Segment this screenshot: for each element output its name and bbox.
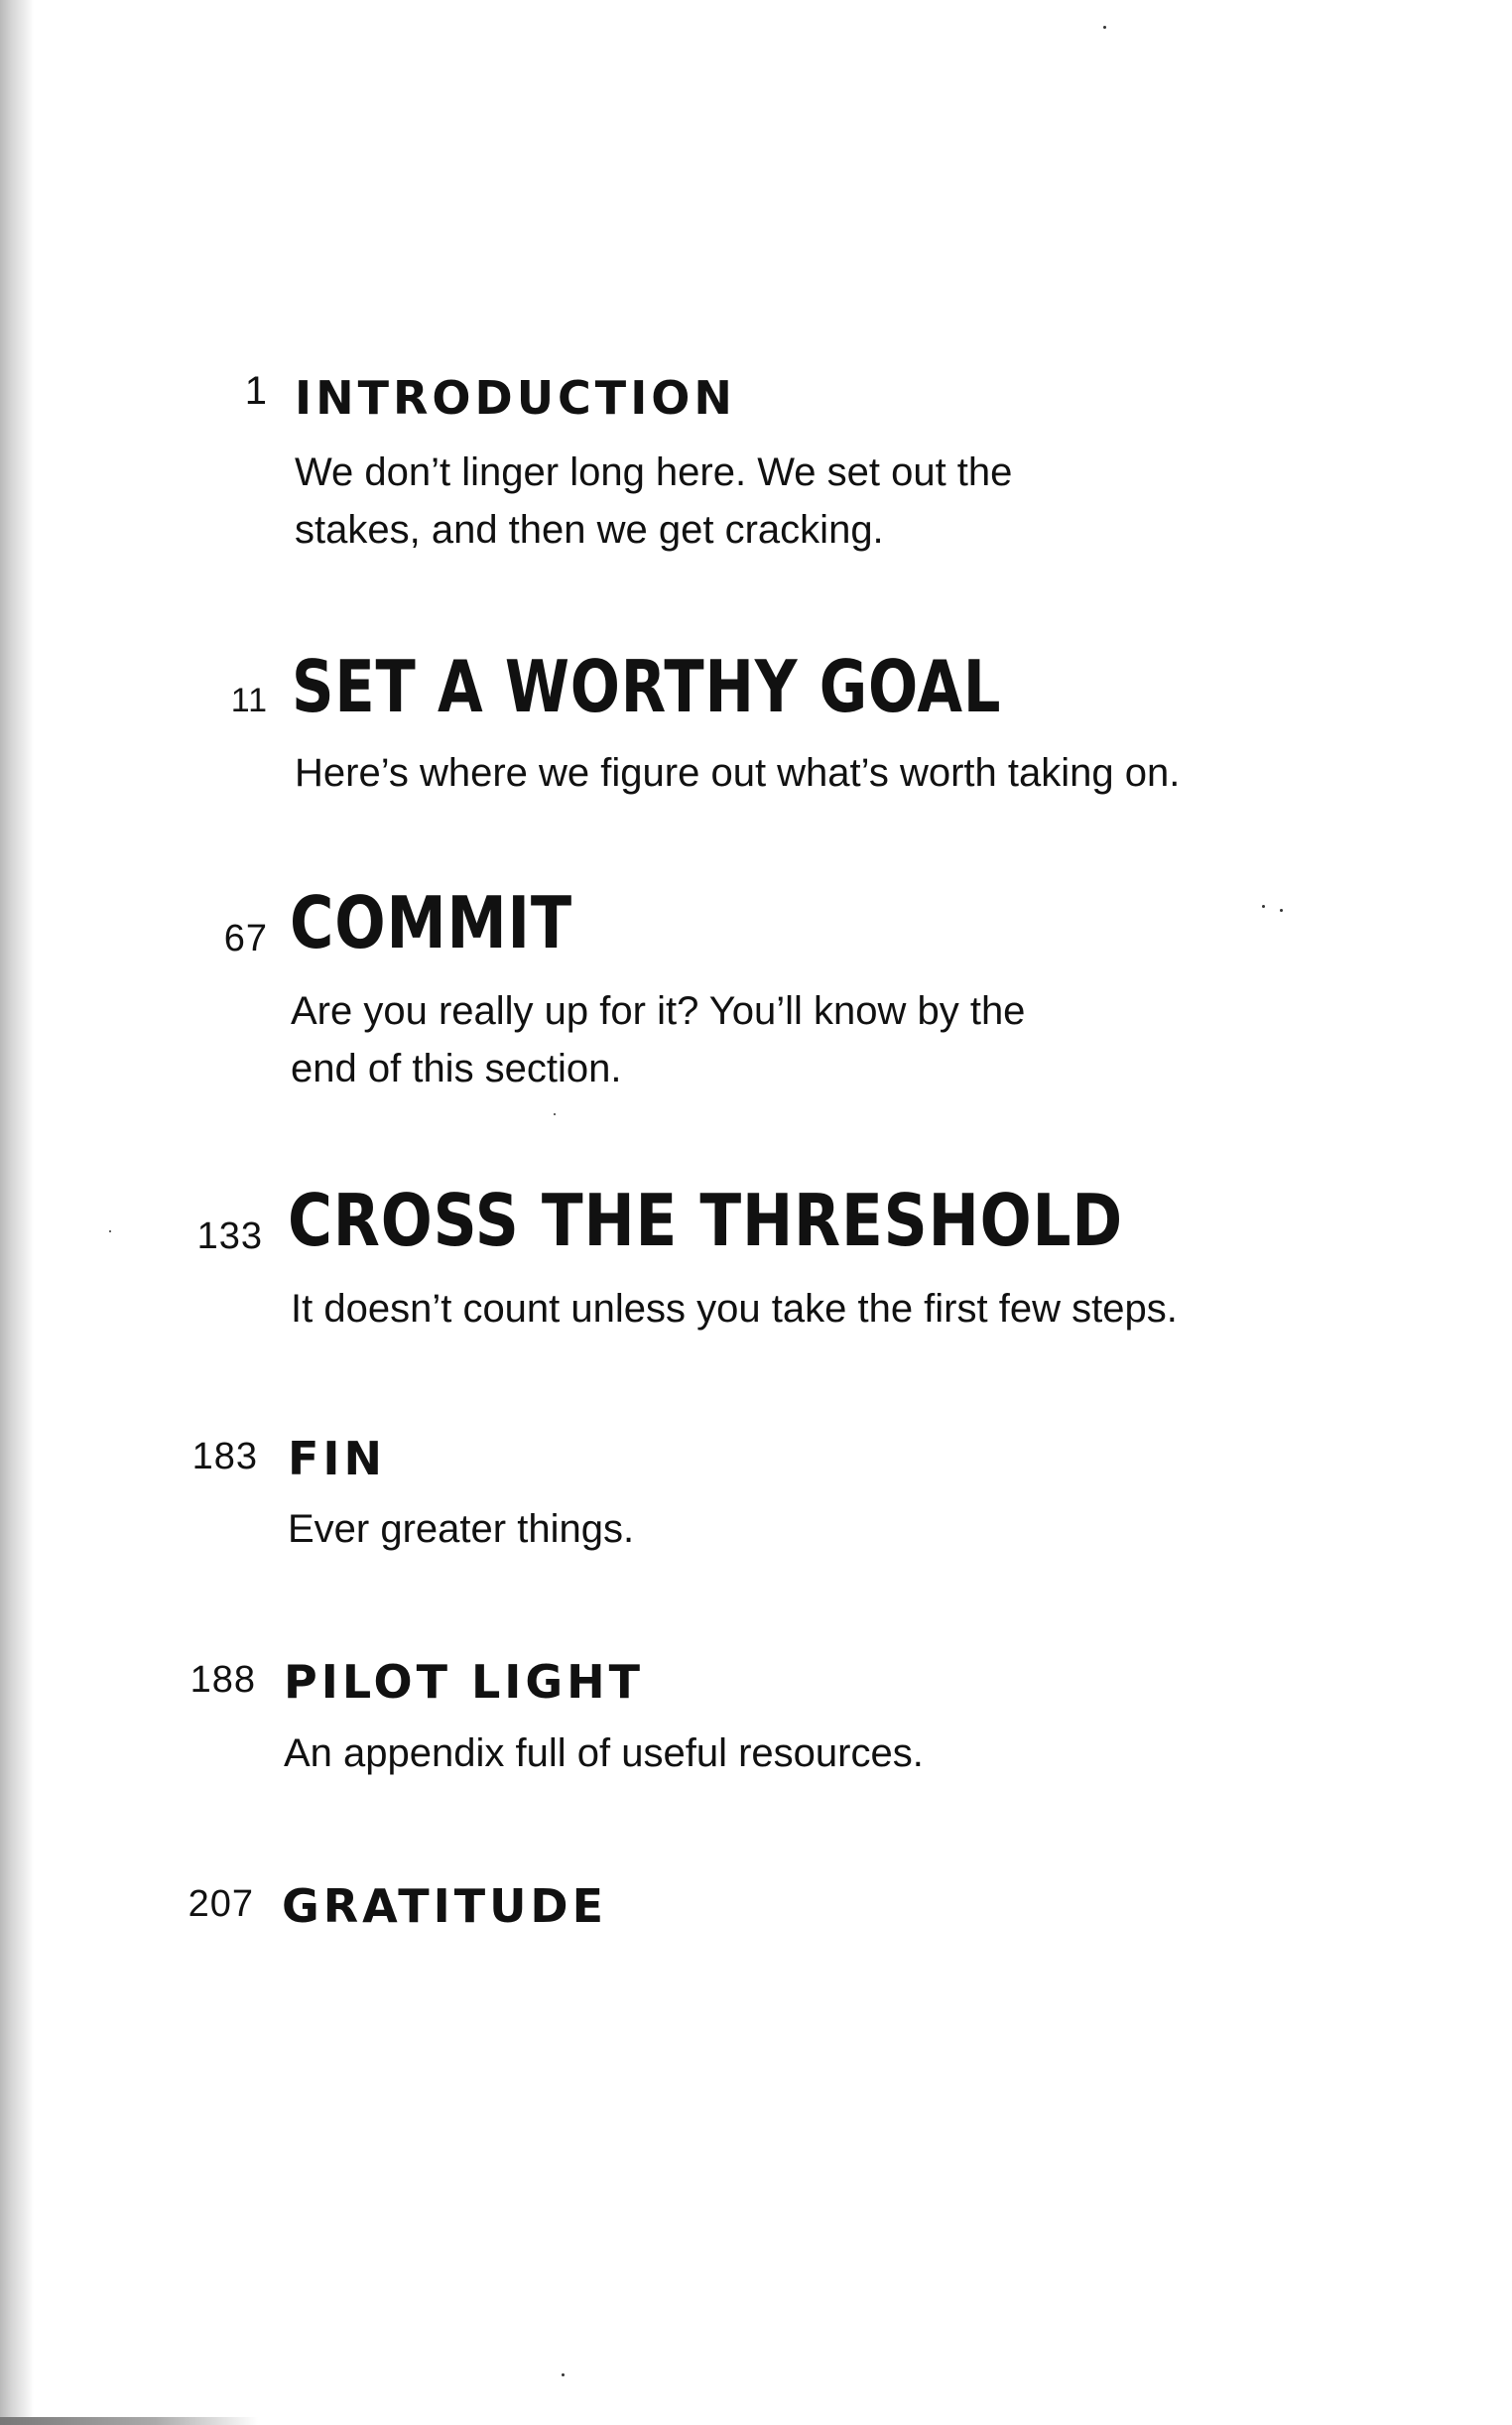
scan-speck [1103,26,1106,29]
toc-description-line: stakes, and then we get cracking. [295,508,884,552]
page-bottom-edge [0,2417,258,2425]
toc-description-line: We don’t linger long here. We set out the [295,450,1013,494]
toc-title: PILOT LIGHT [284,1655,645,1709]
toc-description-line: Are you really up for it? You’ll know by the [291,989,1026,1033]
toc-title: FIN [288,1432,387,1485]
toc-title: CROSS THE THRESHOLD [288,1179,1124,1262]
toc-description-line: Here’s where we figure out what’s worth taking on. [295,751,1181,795]
toc-page-number: 183 [191,1436,258,1477]
toc-title: INTRODUCTION [295,371,736,425]
toc-page-number: 207 [188,1883,254,1925]
toc-title: SET A WORTHY GOAL [292,645,1002,728]
toc-page-number: 1 [244,369,268,413]
toc-description-line: An appendix full of useful resources. [284,1731,924,1775]
scan-speck [1280,909,1283,912]
toc-description-line: It doesn’t count unless you take the first few steps. [291,1287,1178,1331]
scan-speck [109,1230,111,1232]
toc-description-line: Ever greater things. [288,1507,635,1551]
toc-page-number: 11 [230,682,268,719]
toc-title: GRATITUDE [282,1879,608,1933]
toc-description-line: end of this section. [291,1047,622,1090]
scan-speck [554,1113,556,1115]
toc-page-number: 67 [223,918,268,959]
toc-page-number: 188 [189,1659,256,1701]
toc-page-number: 133 [196,1215,263,1257]
toc-title: COMMIT [290,881,572,964]
scan-speck [1262,905,1265,908]
scan-speck [562,2373,565,2376]
page-edge-shadow [0,0,34,2425]
